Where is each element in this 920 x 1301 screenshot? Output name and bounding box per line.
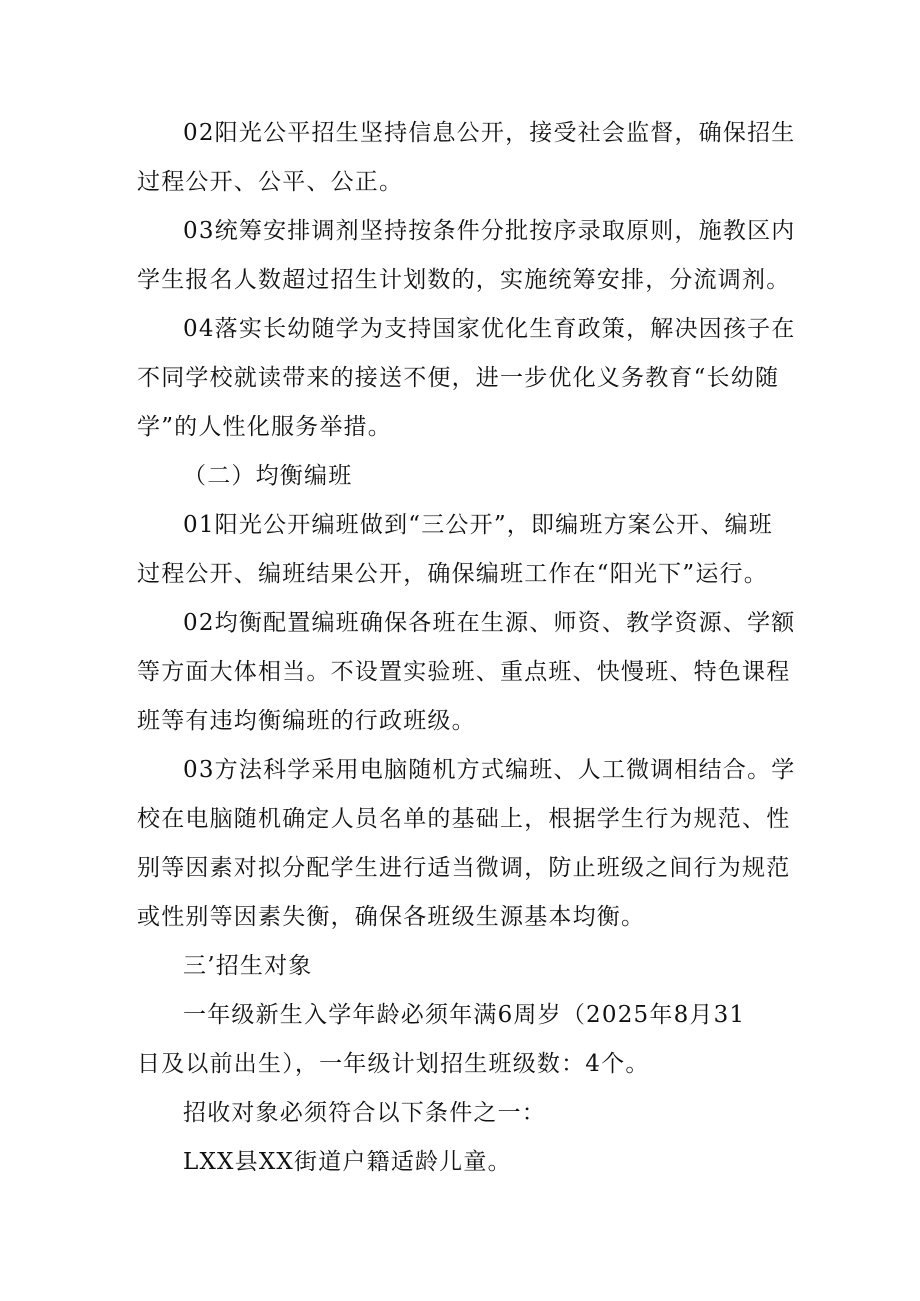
age-requirement-line-1: 一年级新生入学年龄必须年满6周岁（2025年8月31 xyxy=(183,1002,746,1028)
paragraph-siblings-same-school: 04落实长幼随学为支持国家优化生育政策，解决因孩子在不同学校就读带来的接送不便，进一步优化义务教育“长幼随学”的人性化服务举措。 xyxy=(137,316,796,440)
condition-item-1: LXX县XX街道户籍适龄儿童。 xyxy=(183,1149,512,1175)
paragraph-balanced-allocation: 02均衡配置编班确保各班在生源、师资、教学资源、学额等方面大体相当。不设置实验班、重点班、快慢班、特色课程班等有违均衡编班的行政班级。 xyxy=(137,610,796,734)
paragraph-open-class-assignment: 01阳光公开编班做到“三公开”，即编班方案公开、编班过程公开、编班结果公开，确保编班工作在“阳光下”运行。 xyxy=(137,512,773,587)
paragraph-scientific-method: 03方法科学采用电脑随机方式编班、人工微调相结合。学校在电脑随机确定人员名单的基础上，根据学生行为规范、性别等因素对拟分配学生进行适当微调，防止班级之间行为规范或性别等因素失衡，确保各班级生源基本均衡。 xyxy=(137,757,796,930)
conditions-intro: 招收对象必须符合以下条件之一： xyxy=(183,1100,546,1126)
paragraph-fair-enrollment: 02阳光公平招生坚持信息公开，接受社会监督，确保招生过程公开、公平、公正。 xyxy=(137,120,796,195)
age-requirement-line-2: 日及以前出生），一年级计划招生班级数：4个。 xyxy=(137,1051,650,1077)
section-heading-balanced-classes: （二）均衡编班 xyxy=(183,463,353,489)
paragraph-coordinated-arrangement: 03统筹安排调剂坚持按条件分批按序录取原则，施教区内学生报名人数超过招生计划数的，实施统筹安排，分流调剂。 xyxy=(137,218,796,293)
section-heading-enrollment-targets: 三’招生对象 xyxy=(183,953,313,979)
